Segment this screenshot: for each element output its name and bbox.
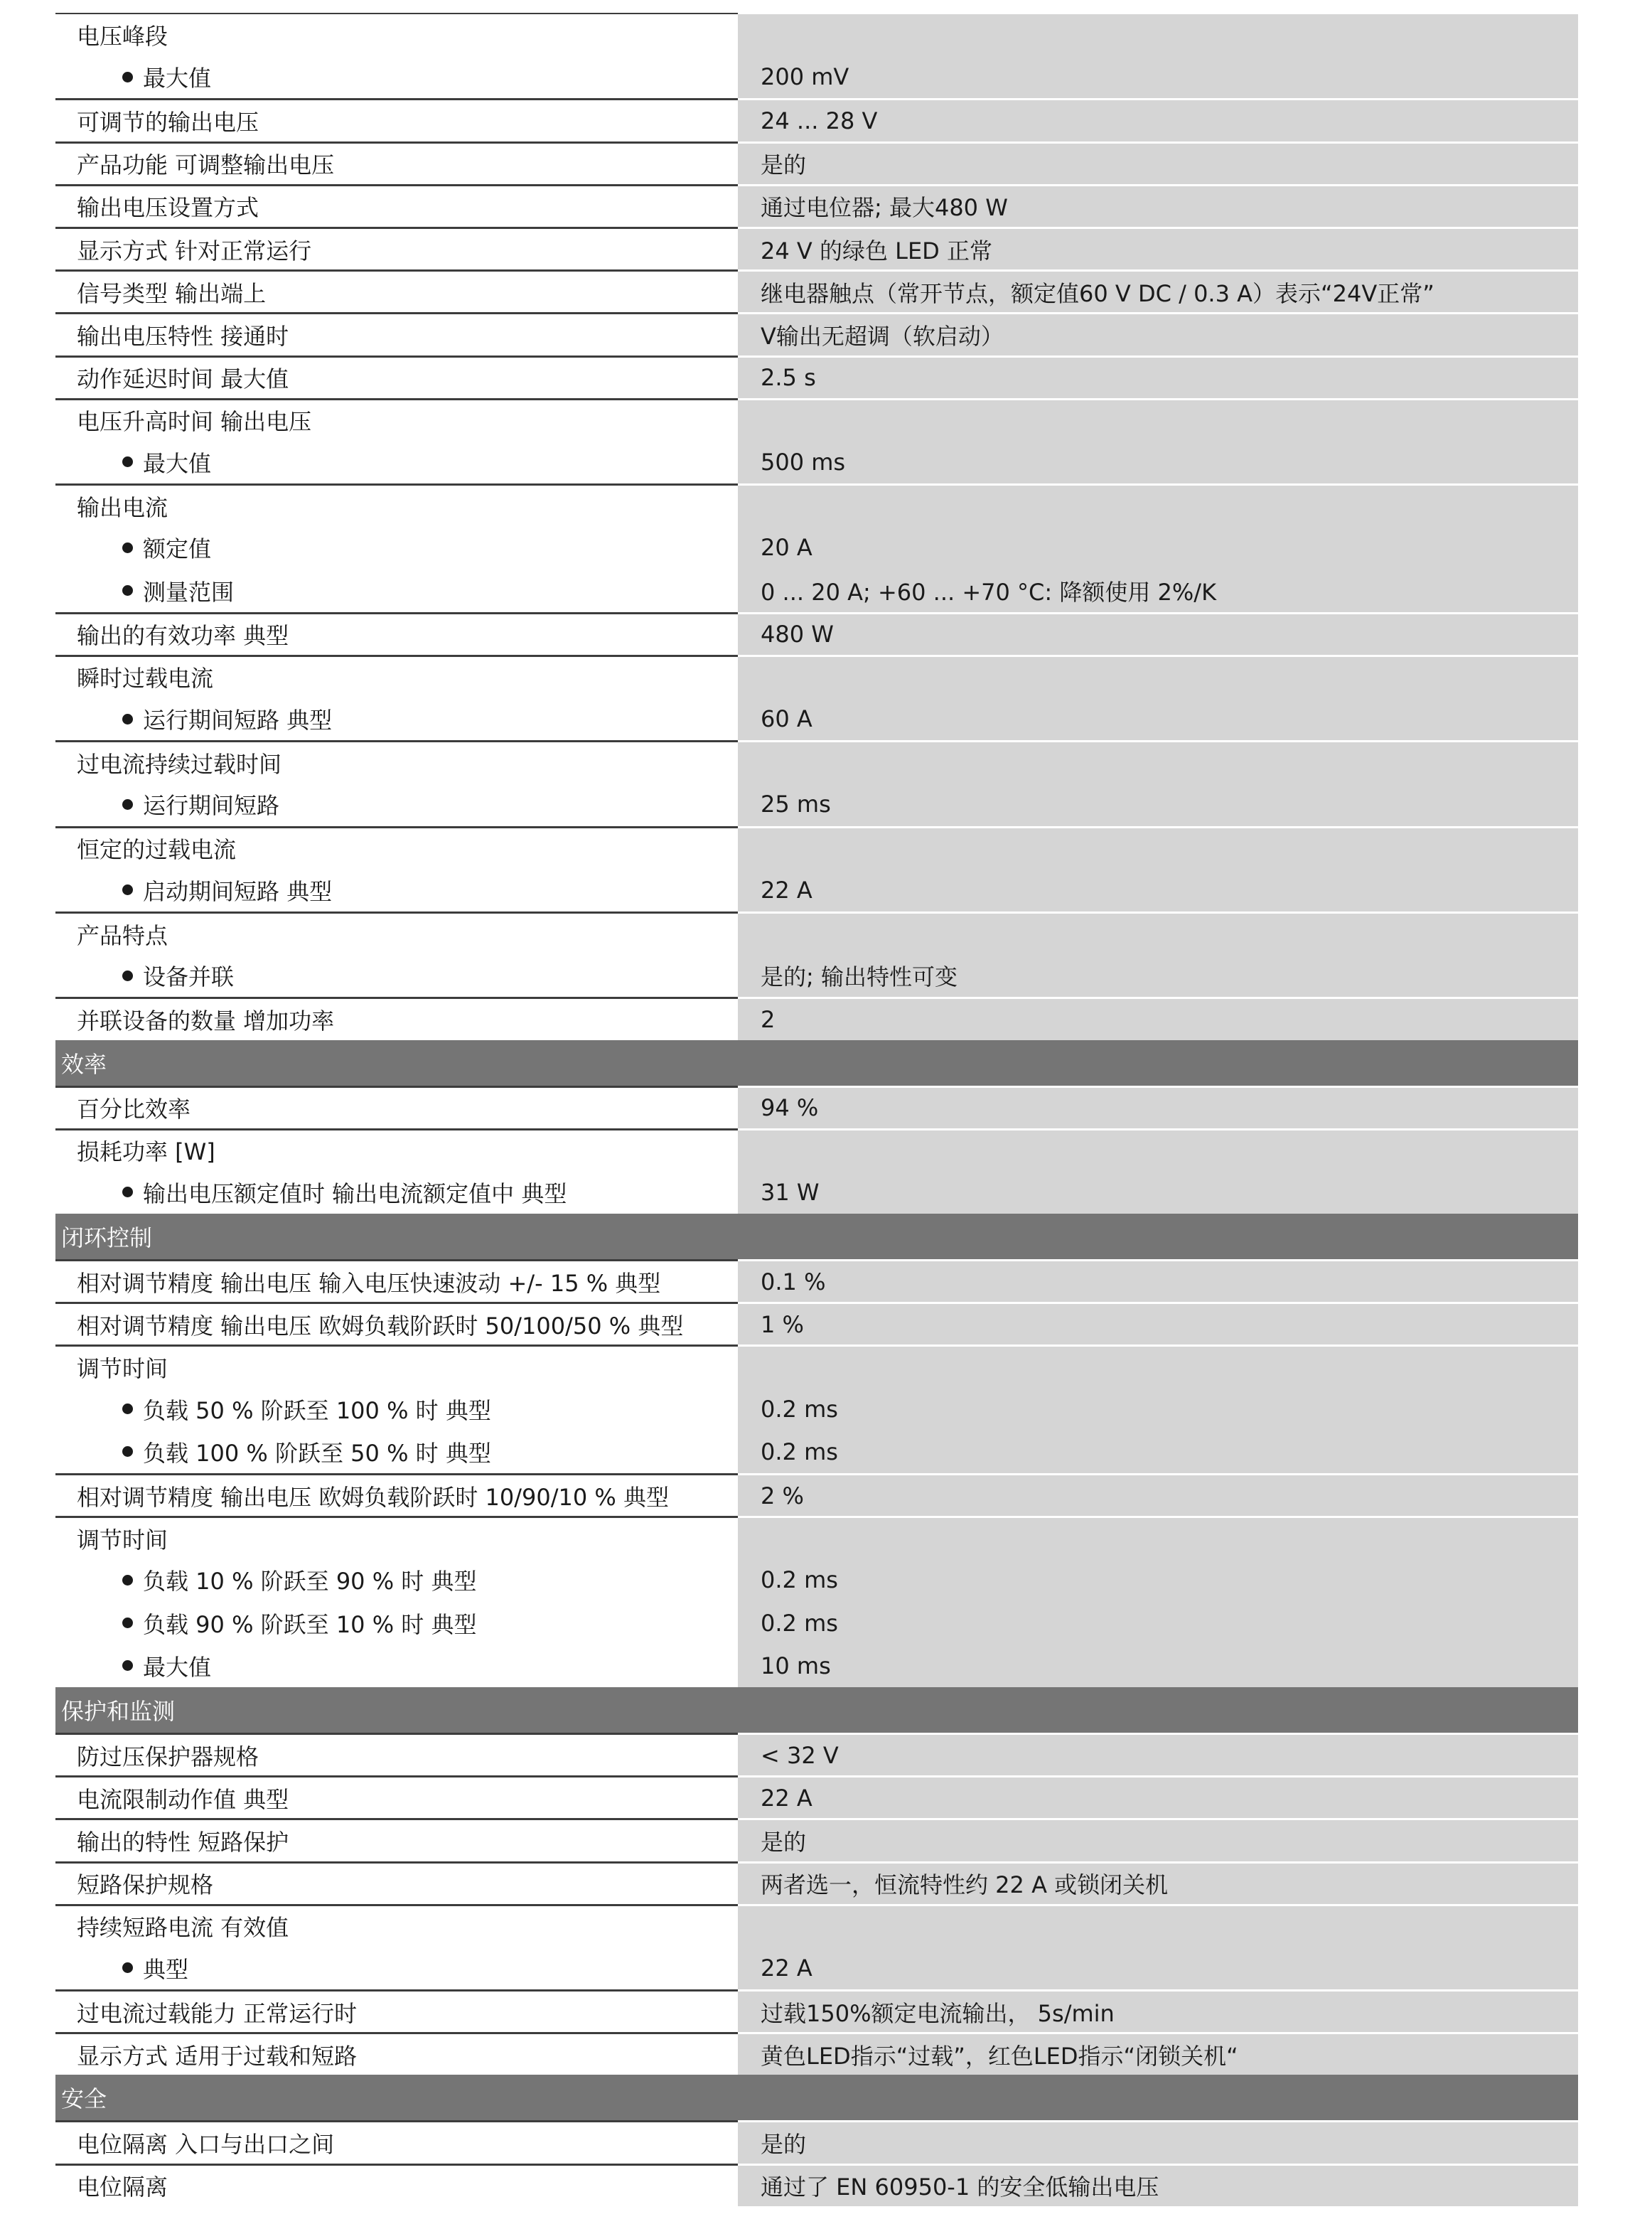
spec-row: [55, 398, 1578, 441]
spec-value: 过载150%额定电流输出， 5s/min: [738, 1989, 1578, 2032]
spec-value: 31 W: [738, 1171, 1578, 1214]
spec-label: 最大值: [55, 441, 738, 483]
spec-value: 2: [738, 997, 1578, 1039]
section-header: 闭环控制: [55, 1214, 1578, 1259]
spec-subrow: [55, 1431, 1578, 1473]
spec-value: [738, 1128, 1578, 1171]
spec-row: [55, 13, 1578, 55]
section-header: 保护和监测: [55, 1687, 1578, 1733]
spec-label: 信号类型 输出端上: [77, 279, 267, 307]
spec-subrow: [55, 1559, 1578, 1601]
spec-subrow: [55, 441, 1578, 483]
spec-subrow: [55, 569, 1578, 611]
spec-row: [55, 2120, 1578, 2163]
spec-value: 0.2 ms: [738, 1431, 1578, 1473]
spec-value: 是的: [738, 141, 1578, 184]
spec-value: 两者选一，恒流特性约 22 A 或锁闭关机: [738, 1861, 1578, 1904]
spec-table: [55, 13, 1578, 2206]
spec-row: [55, 1861, 1578, 1904]
spec-row: [55, 1516, 1578, 1559]
spec-value: 黄色LED指示“过载”，红色LED指示“闭锁关机“: [738, 2032, 1578, 2075]
spec-row: [55, 98, 1578, 141]
spec-row: [55, 269, 1578, 312]
spec-label: 相对调节精度 输出电压 输入电压快速波动 +/- 15 % 典型: [77, 1269, 661, 1297]
spec-row: [55, 1818, 1578, 1861]
spec-row: [55, 184, 1578, 227]
spec-subrow: [55, 697, 1578, 740]
spec-label: 恒定的过载电流: [77, 836, 237, 864]
spec-row: [55, 2164, 1578, 2206]
spec-subrow: [55, 783, 1578, 825]
spec-value: 200 mV: [738, 55, 1578, 98]
spec-subrow: [55, 1602, 1578, 1645]
spec-label: 持续短路电流 有效值: [77, 1914, 289, 1942]
spec-value: [738, 911, 1578, 954]
spec-value: 10 ms: [738, 1645, 1578, 1687]
spec-value: [738, 483, 1578, 526]
spec-label: 运行期间短路: [55, 783, 738, 825]
spec-label: 显示方式 针对正常运行: [77, 237, 312, 264]
spec-value: 500 ms: [738, 441, 1578, 483]
spec-label: 输出电压特性 接通时: [77, 322, 289, 350]
spec-label: 电压升高时间 输出电压: [77, 408, 312, 436]
spec-row: [55, 655, 1578, 697]
spec-label: 过电流过载能力 正常运行时: [77, 1999, 358, 2027]
spec-label: 设备并联: [55, 954, 738, 997]
spec-row: [55, 911, 1578, 954]
spec-row: [55, 1473, 1578, 1516]
spec-label: 调节时间: [77, 1526, 168, 1554]
spec-label: 输出的特性 短路保护: [77, 1828, 289, 1856]
spec-row: [55, 826, 1578, 869]
spec-value: 0.2 ms: [738, 1602, 1578, 1645]
spec-value: 24 V 的绿色 LED 正常: [738, 227, 1578, 269]
spec-value: 2 %: [738, 1473, 1578, 1516]
spec-value: 2.5 s: [738, 355, 1578, 398]
spec-row: [55, 141, 1578, 184]
spec-value: 22 A: [738, 1947, 1578, 1989]
spec-value: 480 W: [738, 612, 1578, 655]
spec-row: [55, 1733, 1578, 1775]
spec-value: 20 A: [738, 526, 1578, 569]
spec-value: 通过电位器; 最大480 W: [738, 184, 1578, 227]
spec-subrow: [55, 1947, 1578, 1989]
spec-value: 24 ... 28 V: [738, 98, 1578, 141]
spec-label: 额定值: [55, 526, 738, 569]
spec-row: [55, 483, 1578, 526]
spec-value: [738, 826, 1578, 869]
spec-value: 通过了 EN 60950-1 的安全低输出电压: [738, 2164, 1578, 2206]
spec-row: [55, 1904, 1578, 1947]
section-header: 效率: [55, 1040, 1578, 1086]
spec-value: 0.1 %: [738, 1259, 1578, 1302]
spec-label: 电压峰段: [77, 23, 168, 50]
spec-value: [738, 1904, 1578, 1947]
spec-row: [55, 740, 1578, 783]
spec-label: 显示方式 适用于过载和短路: [77, 2042, 358, 2070]
spec-value: 94 %: [738, 1086, 1578, 1128]
spec-label: 启动期间短路 典型: [55, 869, 738, 911]
spec-value: 1 %: [738, 1302, 1578, 1344]
spec-label: 最大值: [55, 1645, 738, 1687]
spec-label: 调节时间: [77, 1355, 168, 1383]
spec-row: [55, 1775, 1578, 1818]
spec-label: 输出电压设置方式: [77, 194, 259, 222]
spec-label: 负载 90 % 阶跃至 10 % 时 典型: [55, 1602, 738, 1645]
spec-label: 百分比效率: [77, 1096, 191, 1123]
spec-value: V输出无超调（软启动）: [738, 312, 1578, 355]
spec-label: 测量范围: [55, 569, 738, 611]
spec-label: 典型: [55, 1947, 738, 1989]
spec-row: [55, 1344, 1578, 1387]
spec-label: 损耗功率 [W]: [77, 1138, 215, 1166]
spec-row: [55, 355, 1578, 398]
spec-value: 是的: [738, 1818, 1578, 1861]
spec-subrow: [55, 526, 1578, 569]
section-header: 安全: [55, 2075, 1578, 2120]
spec-label: 产品特点: [77, 921, 168, 949]
spec-subrow: [55, 869, 1578, 911]
spec-value: 0.2 ms: [738, 1559, 1578, 1601]
spec-label: 电位隔离: [77, 2174, 168, 2201]
spec-value: 继电器触点（常开节点，额定值60 V DC / 0.3 A）表示“24V正常”: [738, 269, 1578, 312]
spec-value: 是的; 输出特性可变: [738, 954, 1578, 997]
spec-value: 25 ms: [738, 783, 1578, 825]
spec-row: [55, 1302, 1578, 1344]
spec-subrow: [55, 1171, 1578, 1214]
spec-value: 0.2 ms: [738, 1388, 1578, 1431]
spec-label: 输出电压额定值时 输出电流额定值中 典型: [55, 1171, 738, 1214]
spec-label: 运行期间短路 典型: [55, 697, 738, 740]
spec-label: 相对调节精度 输出电压 欧姆负载阶跃时 10/90/10 % 典型: [77, 1483, 669, 1511]
spec-label: 负载 50 % 阶跃至 100 % 时 典型: [55, 1388, 738, 1431]
spec-value: [738, 1516, 1578, 1559]
spec-label: 瞬时过载电流: [77, 665, 214, 693]
spec-label: 相对调节精度 输出电压 欧姆负载阶跃时 50/100/50 % 典型: [77, 1312, 684, 1340]
spec-label: 动作延迟时间 最大值: [77, 365, 289, 393]
spec-label: 负载 100 % 阶跃至 50 % 时 典型: [55, 1431, 738, 1473]
spec-row: [55, 2032, 1578, 2075]
spec-subrow: [55, 954, 1578, 997]
spec-subrow: [55, 1388, 1578, 1431]
spec-label: 电流限制动作值 典型: [77, 1785, 289, 1813]
spec-label: 电位隔离 入口与出口之间: [77, 2131, 335, 2159]
spec-row: [55, 1989, 1578, 2032]
spec-row: [55, 312, 1578, 355]
spec-value: [738, 740, 1578, 783]
spec-label: 防过压保护器规格: [77, 1743, 259, 1770]
spec-label: 可调节的输出电压: [77, 108, 259, 136]
spec-label: 产品功能 可调整输出电压: [77, 151, 335, 179]
spec-value: [738, 1344, 1578, 1387]
spec-row: [55, 1259, 1578, 1302]
spec-row: [55, 1128, 1578, 1171]
spec-label: 过电流持续过载时间: [77, 750, 282, 778]
spec-value: 22 A: [738, 1775, 1578, 1818]
spec-subrow: [55, 55, 1578, 98]
spec-label: 最大值: [55, 55, 738, 98]
spec-value: < 32 V: [738, 1733, 1578, 1775]
spec-label: 输出的有效功率 典型: [77, 622, 289, 650]
spec-subrow: [55, 1645, 1578, 1687]
spec-value: 22 A: [738, 869, 1578, 911]
spec-row: [55, 612, 1578, 655]
spec-label: 短路保护规格: [77, 1871, 214, 1899]
spec-value: 是的: [738, 2120, 1578, 2163]
spec-label: 输出电流: [77, 493, 168, 521]
spec-label: 负载 10 % 阶跃至 90 % 时 典型: [55, 1559, 738, 1601]
spec-value: 60 A: [738, 697, 1578, 740]
spec-row: [55, 997, 1578, 1039]
spec-value: 0 ... 20 A; +60 ... +70 °C: 降额使用 2%/K: [738, 569, 1578, 611]
spec-value: [738, 398, 1578, 441]
spec-row: [55, 227, 1578, 269]
spec-row: [55, 1086, 1578, 1128]
spec-value: [738, 13, 1578, 55]
spec-label: 并联设备的数量 增加功率: [77, 1007, 335, 1035]
spec-value: [738, 655, 1578, 697]
